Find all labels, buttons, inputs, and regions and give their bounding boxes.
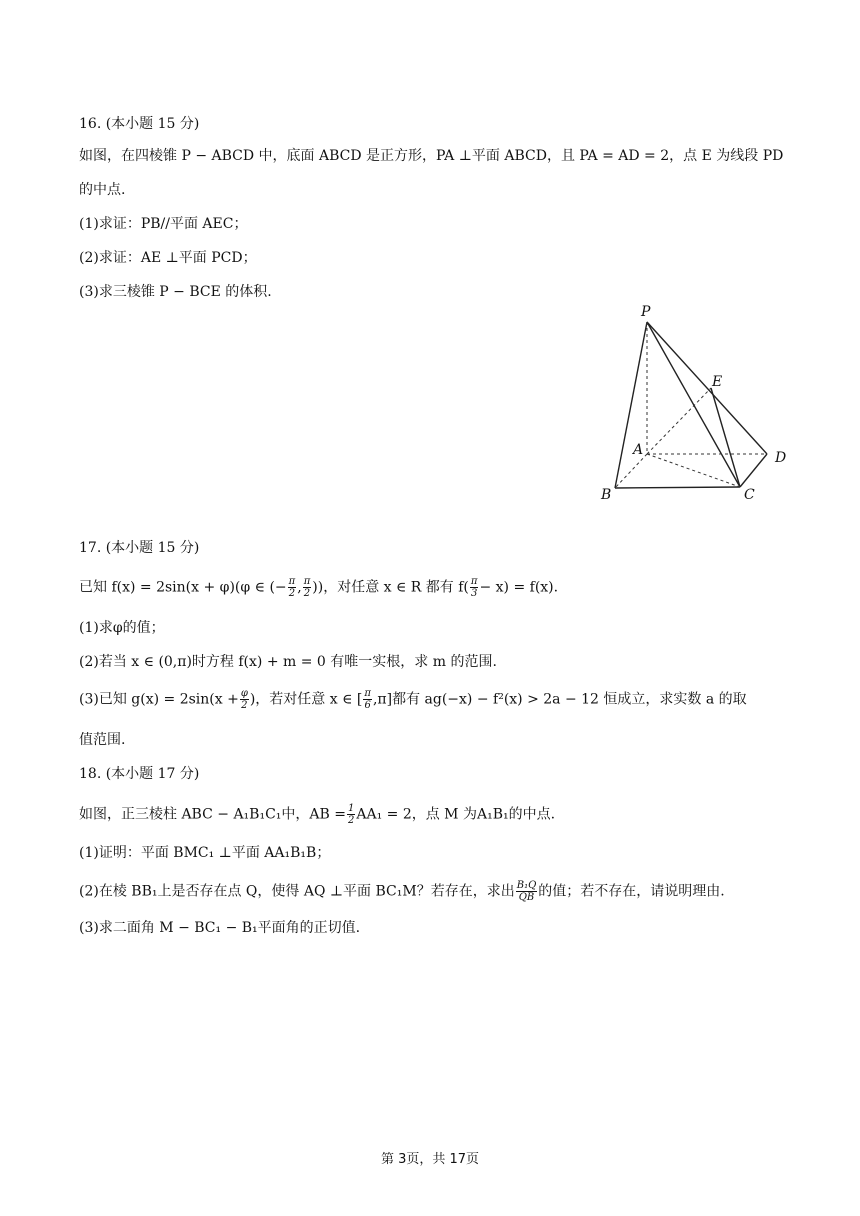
edge-CD (740, 454, 767, 487)
q17-part1: (1)求φ的值； (79, 620, 165, 636)
frac-pi-over-2: $\frac{\pi}{2}$ (303, 576, 311, 599)
q16-heading: 16. (本小题 15 分) (79, 116, 200, 132)
edge-PD (647, 322, 767, 454)
q18-part1: (1)证明：平面 BMC₁ ⊥平面 AA₁B₁B； (79, 845, 331, 861)
label-P: P (641, 304, 651, 320)
edge-PB (615, 322, 647, 488)
q17-stem: 已知 f(x) = 2sin(x + φ)(φ ∈ (− $\frac{\pi}{2}$ , $\frac{\pi}{2}$ ))，对任意 x ∈ R 都有 f( $\frac{\pi}{3}$ − x) = f(x). (79, 576, 559, 599)
q18-heading: 18. (本小题 17 分) (79, 766, 200, 782)
label-A: A (633, 442, 644, 458)
edge-AE (647, 388, 711, 454)
q17-part3-cont: 值范围. (79, 732, 126, 748)
q16-part1: (1)求证：PB//平面 AEC； (79, 216, 248, 232)
frac-pi-over-6: $\frac{\pi}{6}$ (364, 688, 371, 711)
q17-heading: 17. (本小题 15 分) (79, 540, 200, 556)
q17-part3: (3)已知 g(x) = 2sin(x + $\frac{\varphi}{2}$ )，若对任意 x ∈ [ $\frac{\pi}{6}$ ,π]都有 ag(−x) − f²(x) > 2a − 12 恒成立，求实数 a 的取 (79, 688, 747, 711)
frac-phi-over-2: $\frac{\varphi}{2}$ (240, 688, 248, 711)
frac-pi-over-2: $\frac{\pi}{2}$ (288, 576, 296, 599)
pyramid-figure (595, 300, 795, 505)
edge-PC (647, 322, 740, 487)
q17-part2: (2)若当 x ∈ (0,π)时方程 f(x) + m = 0 有唯一实根，求 m 的范围. (79, 654, 497, 670)
label-C: C (744, 487, 755, 503)
q16-stem-line1: 如图，在四棱锥 P − ABCD 中，底面 ABCD 是正方形，PA ⊥平面 ABCD，且 PA = AD = 2，点 E 为线段 PD (79, 148, 784, 164)
label-E: E (712, 374, 723, 390)
edge-BC (615, 487, 740, 488)
frac-b1q-over-qb: $\frac{\text{B₁Q}}{QB}$ (516, 880, 537, 903)
q16-part3: (3)求三棱锥 P − BCE 的体积. (79, 284, 272, 300)
q16-stem-line2: 的中点. (79, 182, 126, 198)
edge-AC (647, 454, 740, 487)
edge-EC (711, 388, 740, 487)
frac-pi-over-3: $\frac{\pi}{3}$ (470, 576, 478, 599)
q18-stem: 如图，正三棱柱 ABC − A₁B₁C₁中，AB = $\frac{1}{2}$ AA₁ = 2，点 M 为A₁B₁的中点. (79, 803, 556, 826)
label-D: D (775, 450, 787, 466)
q18-part2: (2)在棱 BB₁上是否存在点 Q，使得 AQ ⊥平面 BC₁M？若存在，求出 $\frac{\text{B₁Q}}{QB}$ 的值；若不存在，请说明理由. (79, 880, 725, 903)
label-B: B (601, 487, 612, 503)
edge-AB (615, 454, 647, 488)
q18-part3: (3)求二面角 M − BC₁ − B₁平面角的正切值. (79, 920, 361, 936)
q16-part2: (2)求证：AE ⊥平面 PCD； (79, 250, 257, 266)
frac-one-half: $\frac{1}{2}$ (347, 803, 355, 826)
page-footer: 第 3页，共 17页 (380, 1152, 480, 1167)
